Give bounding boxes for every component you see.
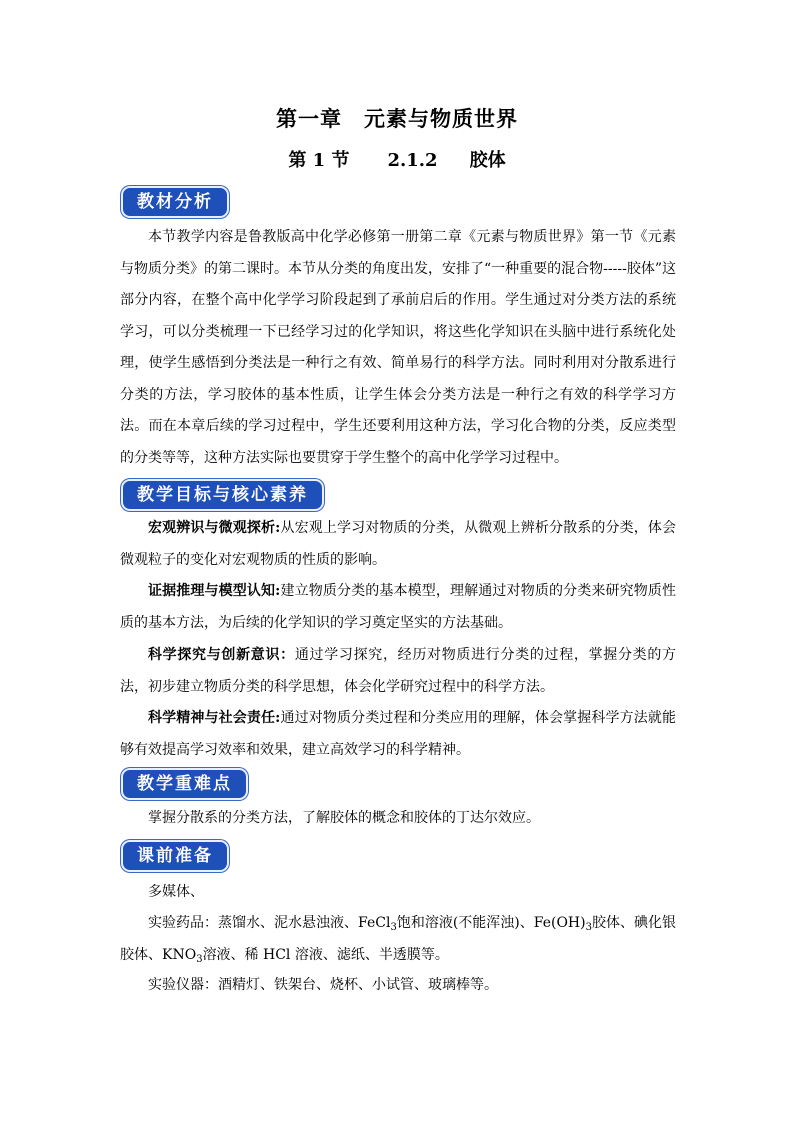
goal-text: 从宏观上学习对物质的分类，从微观上辨析分散系的分类，体会微观粒子的变化对宏观物质的性质的影响。 <box>120 520 676 568</box>
goal-label: 宏观辨识与微观探析: <box>148 520 281 536</box>
reagents-text: 溶液、稀 HCl 溶液、滤纸、半透膜等。 <box>202 946 449 963</box>
goals-badge: 教学目标与核心素养 <box>121 479 324 511</box>
goal-label: 科学探究与创新意识： <box>148 647 295 663</box>
section-label: 第 1 节 <box>288 150 350 171</box>
goal-text: 通过学习探究，经历对物质进行分类的过程，掌握分类的方法，初步建立物质分类的科学思想，体会化学研究过程中的科学方法。 <box>120 647 677 695</box>
section-name: 胶体 <box>469 150 506 171</box>
goal-text: 通过对物质分类过程和分类应用的理解，体会掌握科学方法就能够有效提高学习效率和效果，建立高效学习的科学精神。 <box>120 710 676 758</box>
goal-item <box>120 703 676 766</box>
reagents-paragraph <box>120 908 676 971</box>
section-title <box>0 146 794 172</box>
reagents-text: 饱和溶液(不能浑浊)、Fe(OH) <box>396 915 586 931</box>
subscript: 3 <box>196 953 203 965</box>
analysis-paragraph: 本节教学内容是鲁教版高中化学必修第一册第二章《元素与物质世界》第一节《元素与物质分类》的第二课时。本节从分类的角度出发，安排了“一种重要的混合物-----胶体”这部分内容，在整个高中化学学习阶段起到了承前启后的作用。学生通过对分类方法的系统学习，可以分类梳理一下已经学习过的化学知识，将这些化学知识在头脑中进行系统化处理，使学生感悟到分类法是一种行之有效、简单易行的科学方法。同时利用对分散系进行分类的方法，学习胶体的基本性质，让学生体会分类方法是一种行之有效的科学学习方法。而在本章后续的学习过程中，学生还要利用这种方法，学习化合物的分类，反应类型的分类等等，这种方法实际也要贯穿于学生整个的高中化学学习过程中。 <box>120 229 676 466</box>
goal-text: 建立物质分类的基本模型，理解通过对物质的分类来研究物质性质的基本方法，为后续的化学知识的学习奠定坚实的方法基础。 <box>120 583 676 631</box>
chapter-title: 第一章 元素与物质世界 <box>276 106 518 131</box>
difficulty-badge: 教学重难点 <box>121 768 248 800</box>
subscript: 3 <box>585 922 592 933</box>
goal-item <box>120 640 676 703</box>
goal-label: 科学精神与社会责任: <box>148 710 281 726</box>
goal-item <box>120 576 676 639</box>
reagents-text: 胶体、碘化银胶体、KNO <box>120 915 676 963</box>
section-number: 2.1.2 <box>387 150 438 171</box>
reagents-text: 实验药品：蒸馏水、泥水悬浊液、FeCl <box>148 915 391 931</box>
goal-label: 证据推理与模型认知: <box>148 583 281 599</box>
analysis-badge: 教材分析 <box>121 186 229 218</box>
instruments-line: 实验仪器：酒精灯、铁架台、烧杯、小试管、玻璃棒等。 <box>148 977 498 993</box>
goal-item <box>120 513 676 576</box>
multimedia-line: 多媒体、 <box>148 884 204 900</box>
subscript: 3 <box>390 922 397 933</box>
preparation-badge: 课前准备 <box>121 840 229 872</box>
difficulty-paragraph: 掌握分散系的分类方法，了解胶体的概念和胶体的丁达尔效应。 <box>148 810 540 826</box>
